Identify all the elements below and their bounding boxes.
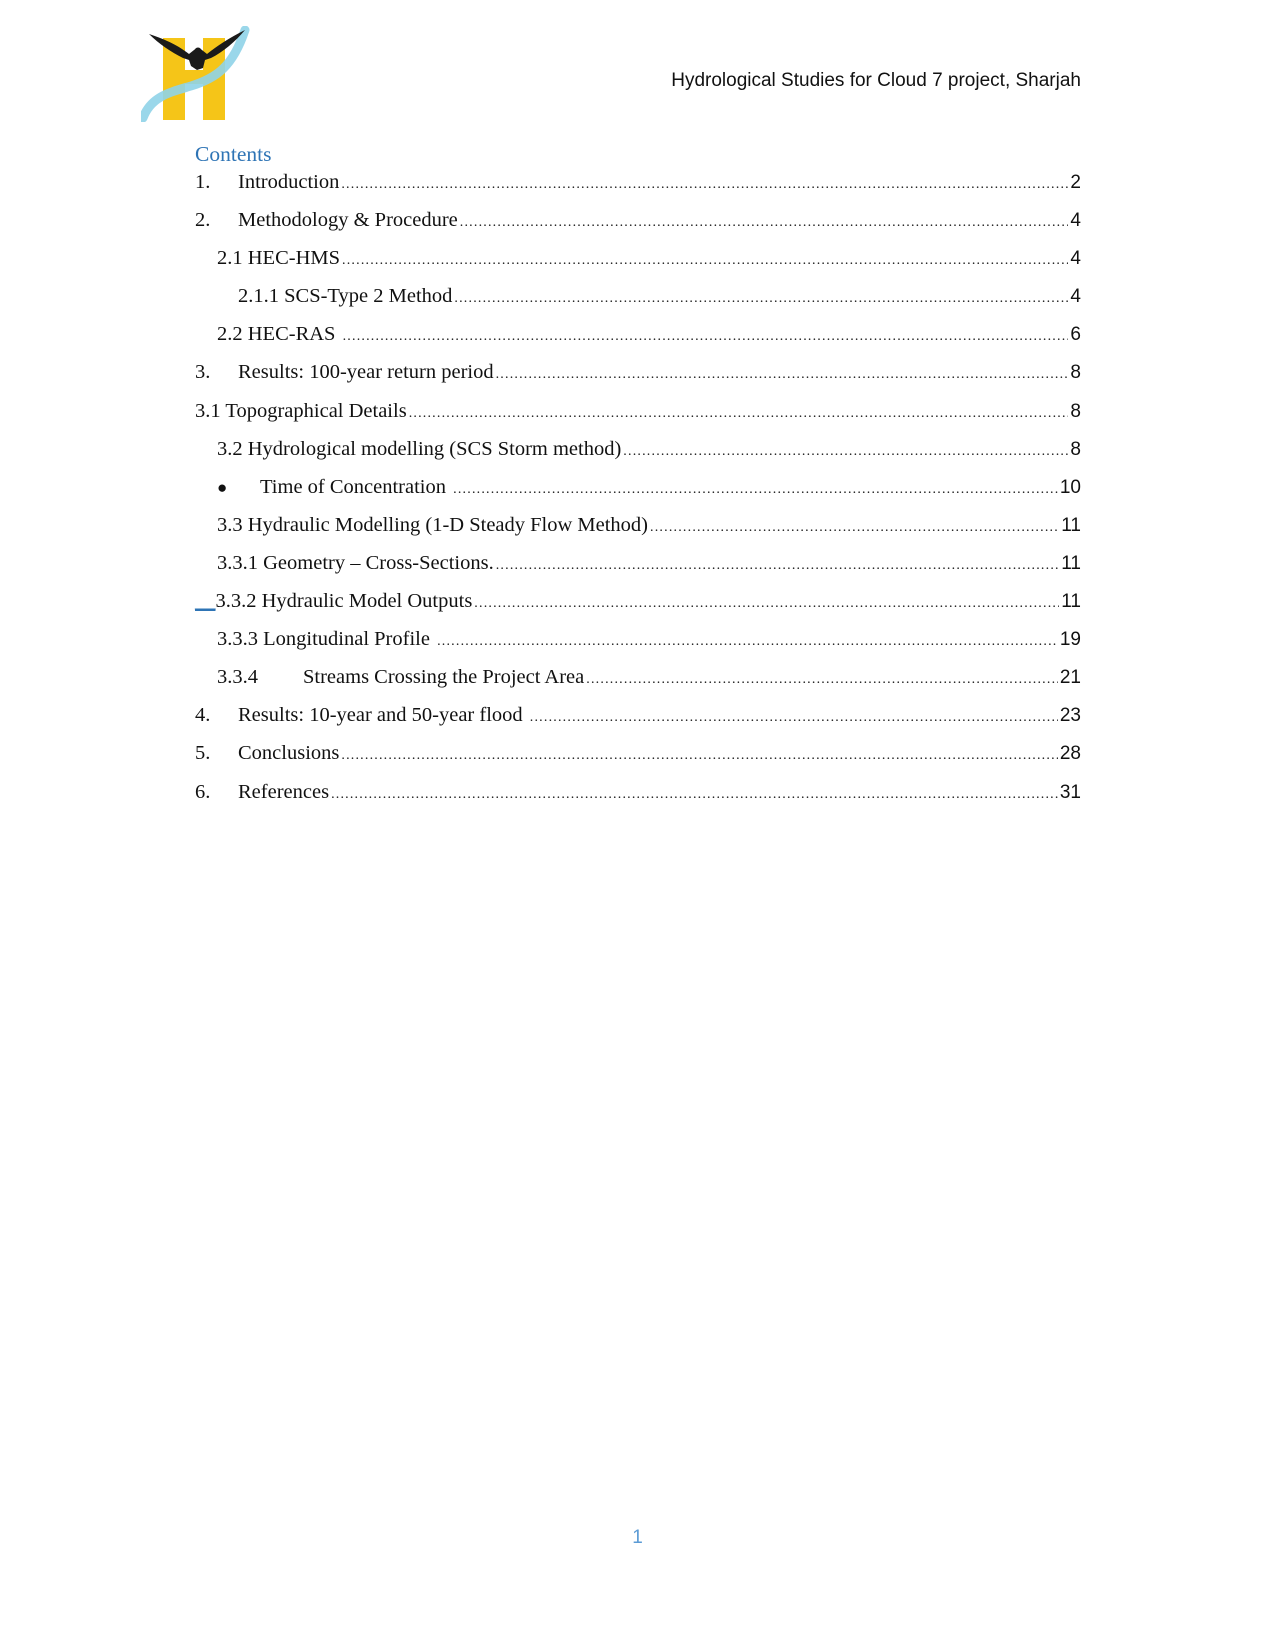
toc-entry-label: 2.1.1 SCS-Type 2 Method (238, 285, 453, 308)
toc-entry-hec-hms[interactable] (195, 244, 1081, 282)
toc-entry-label: 2.2 HEC-RAS (217, 323, 341, 346)
toc-entry-page: 10 (1059, 476, 1081, 498)
toc-entry-scs-type-2[interactable] (195, 282, 1081, 320)
toc-entry-hec-ras[interactable] (195, 320, 1081, 358)
toc-entry-label: Results: 100-year return period (238, 361, 494, 384)
dot-leader (530, 704, 1058, 732)
toc-entry-label: 2.1 HEC-HMS (217, 247, 341, 270)
toc-entry-label: Results: 10-year and 50-year flood (238, 704, 528, 727)
toc-entry-results-10-50-year[interactable] (195, 701, 1081, 739)
toc-entry-page: 11 (1061, 591, 1081, 613)
toc-entry-time-of-concentration[interactable] (195, 473, 1081, 511)
toc-entry-number: 4. (195, 704, 211, 727)
toc-entry-label: 3.3 Hydraulic Modelling (1-D Steady Flow Method) (217, 513, 649, 536)
toc-entry-longitudinal-profile[interactable] (195, 625, 1081, 663)
toc-entry-methodology[interactable] (195, 206, 1081, 244)
page-number: 1 (632, 1527, 643, 1548)
toc-entry-label: Introduction (238, 171, 340, 193)
dot-leader (460, 209, 1069, 237)
toc-entry-page: 21 (1059, 667, 1081, 689)
toc-entry-number: 6. (195, 780, 211, 803)
toc-entry-page: 8 (1070, 400, 1081, 422)
toc-entry-label: Methodology & Procedure (238, 209, 458, 232)
toc-entry-page: 28 (1059, 743, 1081, 765)
toc-entry-introduction[interactable] (195, 168, 1081, 206)
toc-entry-label: Time of Concentration (260, 475, 452, 498)
toc-entry-number: 2. (195, 209, 211, 232)
toc-entry-number: 1. (195, 171, 211, 193)
dot-leader (623, 438, 1068, 466)
toc-entry-hydrological-modelling[interactable] (195, 435, 1081, 473)
dot-leader (496, 361, 1069, 389)
toc-entry-label: Streams Crossing the Project Area (303, 666, 585, 689)
dot-leader (437, 628, 1058, 656)
dot-leader (343, 323, 1069, 351)
toc-entry-results-100-year[interactable] (195, 358, 1081, 396)
toc-entry-label: References (238, 780, 330, 803)
dot-leader (331, 781, 1058, 809)
toc-entry-page: 4 (1070, 210, 1081, 232)
toc-entry-page: 31 (1059, 781, 1081, 803)
toc-entry-page: 2 (1070, 172, 1081, 193)
dot-leader (650, 514, 1059, 542)
dot-leader (586, 666, 1058, 694)
toc-entry-hydraulic-model-outputs[interactable] (195, 587, 1081, 625)
toc-entry-page: 11 (1061, 514, 1081, 536)
toc-entry-geometry-cross-sections[interactable] (195, 549, 1081, 587)
toc-entry-label: 3.3.3 Longitudinal Profile (217, 628, 436, 651)
toc-entry-number: 5. (195, 742, 211, 765)
toc-entry-page: 4 (1070, 248, 1081, 270)
bullet-icon: ● (217, 477, 228, 497)
toc-entry-number: 3.3.4 (217, 666, 258, 689)
toc-entry-topographical-details[interactable] (195, 397, 1081, 435)
toc-entry-label: 3.2 Hydrological modelling (SCS Storm method) (217, 437, 622, 460)
toc-entry-label: 3.1 Topographical Details (195, 399, 407, 422)
toc-entry-page: 11 (1061, 552, 1081, 574)
dot-leader (341, 742, 1057, 770)
dot-leader (474, 590, 1059, 618)
dot-leader (342, 247, 1068, 275)
toc-entry-hydraulic-modelling[interactable] (195, 511, 1081, 549)
document-header-title: Hydrological Studies for Cloud 7 project, Sharjah (671, 70, 1081, 91)
toc-entry-conclusions[interactable] (195, 739, 1081, 777)
toc-entry-page: 19 (1059, 629, 1081, 651)
dot-leader (409, 400, 1069, 428)
toc-entry-number: 3. (195, 361, 211, 384)
toc-entry-page: 23 (1059, 705, 1081, 727)
toc-entry-label: Conclusions (238, 742, 340, 765)
toc-entry-page: 8 (1070, 438, 1081, 460)
toc-entry-label: 3.3.1 Geometry – Cross-Sections. (217, 551, 494, 574)
dot-leader (341, 171, 1068, 199)
dot-leader (453, 476, 1058, 504)
toc-entry-page: 8 (1070, 362, 1081, 384)
table-of-contents (195, 140, 1081, 816)
toc-entry-label: 3.3.2 Hydraulic Model Outputs (215, 590, 473, 613)
toc-entry-list (195, 168, 1081, 816)
dot-leader (496, 552, 1060, 580)
toc-entry-page: 6 (1070, 324, 1081, 346)
underscore-mark: __ (195, 590, 216, 613)
toc-entry-page: 4 (1070, 286, 1081, 308)
toc-entry-streams-crossing[interactable] (195, 663, 1081, 701)
toc-heading: Contents (195, 142, 272, 166)
toc-entry-references[interactable] (195, 778, 1081, 816)
dot-leader (454, 285, 1068, 313)
hydrology-logo-icon (141, 26, 261, 122)
